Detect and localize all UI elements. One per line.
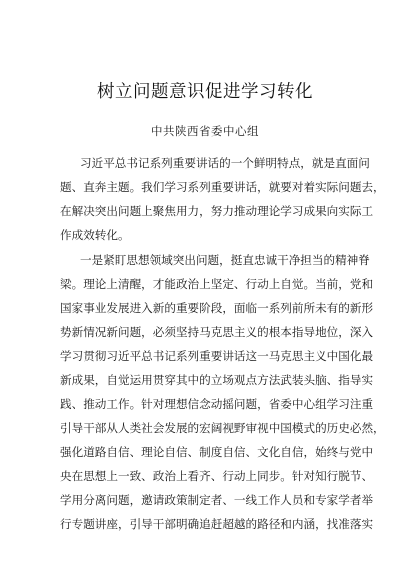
paragraph-line: 学习贯彻习近平总书记系列重要讲话这一马克思主义中国化最 [60,349,374,363]
paragraph-line: 势新情况新问题，必须坚持马克思主义的根本指导地位，深入 [60,325,374,339]
paragraph-line: 引导干部从人类社会发展的宏阔视野审视中国模式的历史必然， [60,421,385,435]
paragraph-line: 习近平总书记系列重要讲话的一个鲜明特点，就是直面问 [80,156,370,170]
paragraph-line: 在解决突出问题上聚焦用力，努力推动理论学习成果向实际工 [60,204,374,218]
paragraph-line: 学用分离问题，邀请政策制定者、一线工作人员和专家学者举 [60,493,374,507]
document-title: 树立问题意识促进学习转化 [97,82,313,102]
paragraph-line: 强化道路自信、理论自信、制度自信、文化自信，始终与党中 [60,445,374,459]
paragraph-line: 央在思想上一致、政治上看齐、行动上同步。针对知行脱节、 [60,469,374,483]
paragraph-line: 新成果，自觉运用贯穿其中的立场观点方法武装头脑、指导实 [60,373,374,387]
paragraph-line: 题、直奔主题。我们学习系列重要讲话，就要对着实际问题去， [60,180,385,194]
paragraph-line: 作成效转化。 [60,228,130,242]
paragraph-line: 践、推动工作。针对理想信念动摇问题，省委中心组学习注重 [60,397,374,411]
paragraph-line: 行专题讲座，引导干部明确追赶超越的路径和内涵，找准落实 [60,517,374,531]
paragraph-line: 梁。理论上清醒，才能政治上坚定、行动上自觉。当前，党和 [60,277,374,291]
paragraph-line: 一是紧盯思想领域突出问题，挺直忠诚干净担当的精神脊 [80,253,370,267]
document-author: 中共陕西省委中心组 [151,124,259,138]
paragraph-line: 国家事业发展进入新的重要阶段，面临一系列前所未有的新形 [60,301,374,315]
